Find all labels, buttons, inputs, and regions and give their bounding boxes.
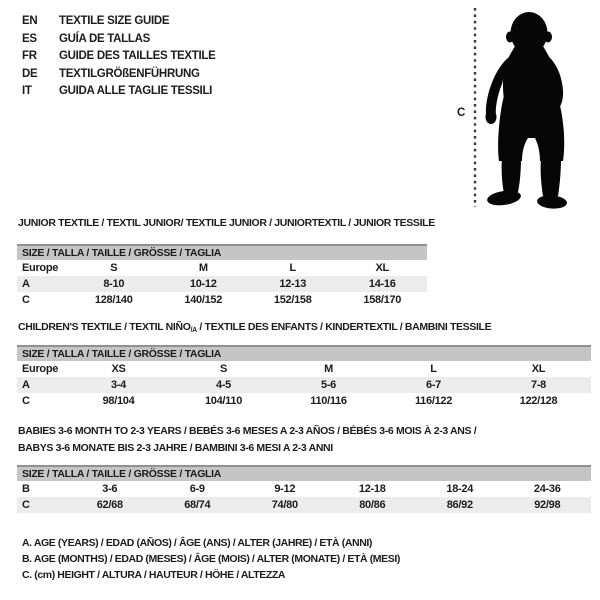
children-size-header: SIZE / TALLA / TAILLE / GRÖSSE / TAGLIA <box>17 345 591 361</box>
row-label: Europe <box>22 363 59 375</box>
cell: 8-10 <box>103 278 125 290</box>
cell: 3-4 <box>111 379 126 391</box>
table-row <box>17 260 427 276</box>
junior-title: JUNIOR TEXTILE / TEXTIL JUNIOR/ TEXTILE JUNIOR / JUNIORTEXTIL / JUNIOR TESSILE <box>18 217 435 229</box>
language-label: TEXTILE SIZE GUIDE <box>59 15 170 27</box>
table-row <box>17 497 591 513</box>
table-row <box>17 292 427 308</box>
cell: 3-6 <box>102 483 118 495</box>
cell: 10-12 <box>189 278 217 290</box>
row-label: A <box>22 278 30 290</box>
cell: 80/86 <box>359 499 386 511</box>
col-header: S <box>110 262 118 274</box>
col-header: XL <box>375 262 389 274</box>
row-label: C <box>22 395 30 407</box>
language-code: EN <box>22 15 38 27</box>
language-label: GUIDE DES TAILLES TEXTILE <box>59 50 216 62</box>
children-title-pre: CHILDREN'S TEXTILE / TEXTIL NIÑO <box>18 321 191 333</box>
cell: 12-13 <box>279 278 307 290</box>
junior-size-header: SIZE / TALLA / TAILLE / GRÖSSE / TAGLIA <box>17 244 427 260</box>
babies-title-line2: BABYS 3-6 MONATE BIS 2-3 JAHRE / BAMBINI 3-6 MESI A 2-3 ANNI <box>18 442 333 454</box>
cell: 98/104 <box>102 395 135 407</box>
language-label: GUÍA DE TALLAS <box>59 32 150 45</box>
cell: 110/116 <box>310 395 347 407</box>
cell: 122/128 <box>519 395 558 407</box>
cell: 14-16 <box>368 278 396 290</box>
children-title <box>18 321 491 334</box>
col-header: L <box>430 363 437 375</box>
row-label: A <box>22 379 30 391</box>
cell: 92/98 <box>534 499 561 511</box>
cell: 18-24 <box>446 483 474 495</box>
cell: 12-18 <box>358 483 386 495</box>
children-title-sub: /A <box>190 327 197 334</box>
language-row-es <box>22 31 216 49</box>
language-row-de <box>22 66 216 84</box>
col-header: S <box>219 363 228 375</box>
col-header: L <box>289 262 296 274</box>
height-label-c: C <box>457 107 466 119</box>
toddler-shape <box>486 12 568 210</box>
legend-line-c: C. (cm) HEIGHT / ALTURA / HAUTEUR / HÖHE / ALTEZZA <box>22 569 286 581</box>
col-header: M <box>324 363 333 375</box>
table-row <box>17 393 591 409</box>
col-header: XL <box>531 363 546 375</box>
children-title-post: / TEXTILE DES ENFANTS / KINDERTEXTIL / BAMBINI TESSILE <box>196 321 492 333</box>
language-code: DE <box>22 67 38 80</box>
col-header: XS <box>111 363 126 375</box>
cell: 6-9 <box>189 483 205 495</box>
cell: 24-36 <box>533 483 561 495</box>
cell: 104/110 <box>204 395 243 407</box>
language-code: IT <box>22 85 32 97</box>
legend-line-b: B. AGE (MONTHS) / EDAD (MESES) / ÂGE (MOIS) / ALTER (MONATE) / ETÀ (MESI) <box>22 553 400 565</box>
language-label: TEXTILGRÖßENFÜHRUNG <box>59 67 200 80</box>
cell: 68/74 <box>184 499 211 511</box>
language-row-en <box>22 13 216 31</box>
babies-size-header: SIZE / TALLA / TAILLE / GRÖSSE / TAGLIA <box>17 465 591 481</box>
children-table <box>17 345 591 409</box>
cell: 5-6 <box>321 379 336 391</box>
legend-line-a: A. AGE (YEARS) / EDAD (AÑOS) / ÂGE (ANS) / ALTER (JAHRE) / ETÀ (ANNI) <box>22 537 373 549</box>
cell: 152/158 <box>273 294 312 306</box>
language-code: FR <box>22 50 37 62</box>
cell: 158/170 <box>363 294 402 306</box>
language-label: GUIDA ALLE TAGLIE TESSILI <box>59 85 213 97</box>
row-label: Europe <box>22 262 59 274</box>
table-row <box>17 377 591 393</box>
cell: 6-7 <box>426 379 441 391</box>
table-row <box>17 481 591 497</box>
language-code: ES <box>22 32 37 45</box>
cell: 4-5 <box>216 379 231 391</box>
language-list <box>22 13 216 101</box>
cell: 74/80 <box>271 499 298 511</box>
row-label: B <box>22 483 30 495</box>
row-label: C <box>22 294 30 306</box>
cell: 116/122 <box>414 395 453 407</box>
cell: 7-8 <box>531 379 546 391</box>
language-row-it <box>22 83 216 101</box>
table-row <box>17 276 427 292</box>
cell: 62/68 <box>96 499 123 511</box>
col-header: M <box>198 262 208 274</box>
cell: 128/140 <box>94 294 133 306</box>
row-label: C <box>22 499 30 511</box>
cell: 9-12 <box>274 483 296 495</box>
babies-table <box>17 465 591 513</box>
babies-title-line1: BABIES 3-6 MONTH TO 2-3 YEARS / BEBÉS 3-6 MESES A 2-3 AÑOS / BÉBÉS 3-6 MOIS À 2-3 ANS / <box>18 425 477 437</box>
cell: 140/152 <box>184 294 223 306</box>
junior-table <box>17 244 427 308</box>
language-row-fr <box>22 48 216 66</box>
cell: 86/92 <box>446 499 473 511</box>
table-row <box>17 361 591 377</box>
